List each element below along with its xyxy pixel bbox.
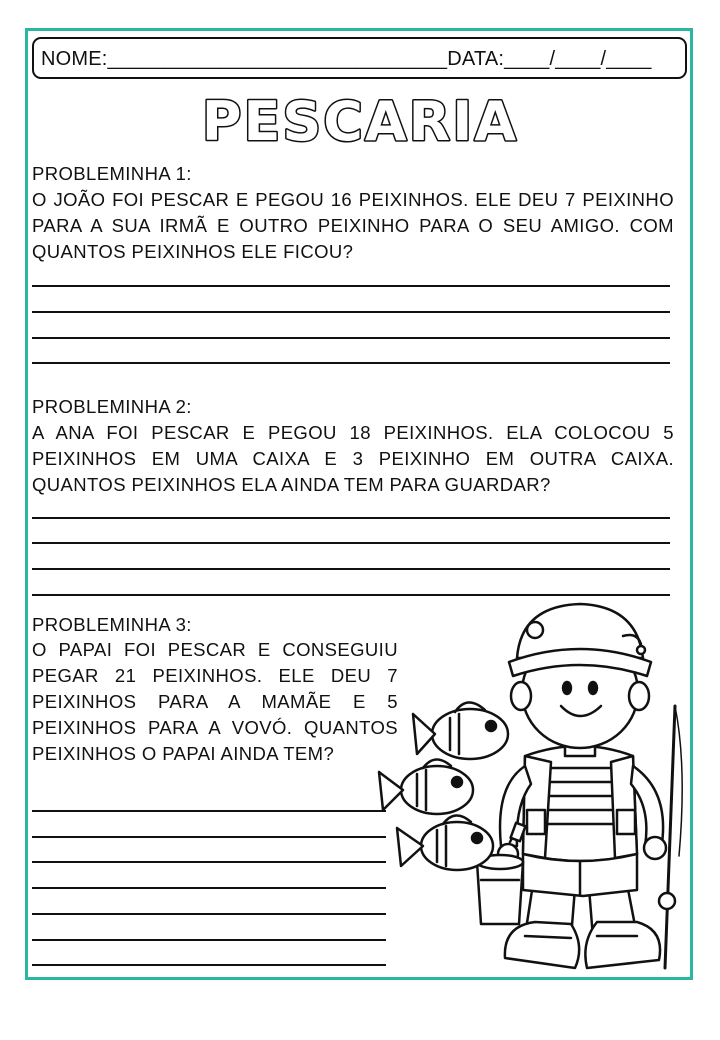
fish-icon xyxy=(397,815,493,870)
problem-3-title: PROBLEMINHA 3: xyxy=(32,614,192,635)
answer-line[interactable] xyxy=(32,964,386,966)
answer-line[interactable] xyxy=(32,542,670,544)
answer-line[interactable] xyxy=(32,568,670,570)
answer-line[interactable] xyxy=(32,517,670,519)
answer-line[interactable] xyxy=(32,337,670,339)
answer-line[interactable] xyxy=(32,285,670,287)
answer-line[interactable] xyxy=(32,861,386,863)
problem-3-text: O PAPAI FOI PESCAR E CONSEGUIU PEGAR 21 PEIXINHOS. ELE DEU 7 PEIXINHOS PARA A MAMÃE E 5 PEIXINHOS PARA A VOVÓ. QUANTOS PEIXINHOS O PAPAI AINDA TEM? xyxy=(32,639,398,764)
answer-line[interactable] xyxy=(32,887,386,889)
problem-2-title: PROBLEMINHA 2: xyxy=(32,396,192,417)
answer-line[interactable] xyxy=(32,939,386,941)
problem-1-title: PROBLEMINHA 1: xyxy=(32,163,192,184)
boy-fisherman-with-fish-icon xyxy=(375,596,695,978)
title-text: PESCARIA xyxy=(201,90,519,150)
answer-line[interactable] xyxy=(32,913,386,915)
fish-icon xyxy=(379,759,473,814)
answer-line[interactable] xyxy=(32,810,386,812)
answer-line[interactable] xyxy=(32,836,386,838)
answer-line[interactable] xyxy=(32,311,670,313)
fish-icon xyxy=(413,702,508,759)
name-date-line[interactable]: NOME:______________________________DATA:____/____/____ xyxy=(41,48,652,70)
problem-1-text: O JOÃO FOI PESCAR E PEGOU 16 PEIXINHOS. ELE DEU 7 PEIXINHO PARA A SUA IRMÃ E OUTRO PEIXINHO PARA O SEU AMIGO. COM QUANTOS PEIXINHOS ELE FICOU? xyxy=(32,189,674,262)
name-date-header xyxy=(32,37,687,79)
problem-2-text: A ANA FOI PESCAR E PEGOU 18 PEIXINHOS. ELA COLOCOU 5 PEIXINHOS EM UMA CAIXA E 3 PEIXINHO EM OUTRA CAIXA. QUANTOS PEIXINHOS ELA AINDA TEM PARA GUARDAR? xyxy=(32,422,674,495)
answer-line[interactable] xyxy=(32,362,670,364)
worksheet-title xyxy=(190,86,530,150)
